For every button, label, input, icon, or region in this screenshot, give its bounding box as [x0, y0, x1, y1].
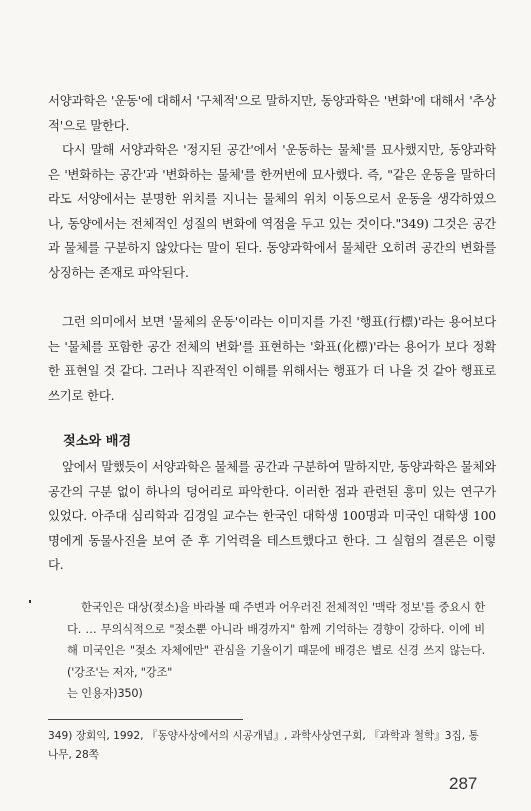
page-number: 287	[449, 774, 478, 793]
footnote-text: 349) 장회익, 1992, 『동양사상에서의 시공개념』, 과학사상연구회, 『과학과 철학』3집, 통나무, 28쪽	[48, 730, 479, 761]
section-paragraph: 앞에서 말했듯이 서양과학은 물체를 공간과 구분하여 말하지만, 동양과학은 물체와 공간의 구분 없이 하나의 덩어리로 파악한다. 이러한 점과 관련된 흥미 있는 연구가 있었다. 아주대 심리학과 김경일 교수는 한국인 대학생 100명과 미국인 대학생 100명에게 동물사진을 보여 준 후 기억력을 테스트했다고 한다. 그 실험의 결론은 이렇다.	[48, 459, 496, 573]
block-quote-tail: 는 인용자)350)	[67, 687, 143, 700]
section-heading: 젖소와 배경	[63, 434, 132, 449]
margin-mark	[29, 600, 31, 603]
footnote	[48, 727, 488, 765]
body-paragraph-3: 그런 의미에서 보면 '물체의 운동'이라는 이미지를 가진 '행표(行標)'라는 용어보다는 '물체를 포함한 공간 전체의 변화'를 표현하는 '화표(化標)'라는 용어가 보다 정확한 표현일 것 같다. 그러나 직관적인 이해를 위해서는 행표가 더 나을 것 같아 행표로 쓰기로 한다.	[48, 314, 496, 403]
body-paragraph-2: 다시 말해 서양과학은 '정지된 공간'에서 '운동하는 물체'를 묘사했지만, 동양과학은 '변화하는 공간'과 '변화하는 물체'를 한꺼번에 묘사했다. 즉, "같은 운동을 말하더라도 서양에서는 분명한 위치를 지니는 물체의 위치 이동으로서 운동을 생각하였으나, 동양에서는 전체적인 성질의 변화에 역점을 두고 있는 것이다."349) 그것은 공간과 물체를 구분하지 않았다는 말이 된다. 동양과학에서 물체란 오히려 공간의 변화를 상징하는 존재로 파악된다.	[48, 142, 496, 280]
footnote-rule	[48, 719, 243, 720]
block-quote	[67, 597, 485, 705]
block-quote-text: 한국인은 대상(젖소)을 바라볼 때 주변과 어우러진 전체적인 '맥락 정보'를 중요시 한다. … 무의식적으로 "젖소뿐 아니라 배경까지" 함께 기억하는 경향이 강하다. 이에 비해 미국인은 "젖소 자체에만" 관심을 기울이기 때문에 배경은 별로 신경 쓰지 않는다.('강조'는 저자, "강조"	[67, 601, 485, 679]
body-paragraph-1: 서양과학은 '운동'에 대해서 '구체적'으로 말하지만, 동양과학은 '변화'에 대해서 '추상적'으로 말한다.	[48, 93, 496, 133]
